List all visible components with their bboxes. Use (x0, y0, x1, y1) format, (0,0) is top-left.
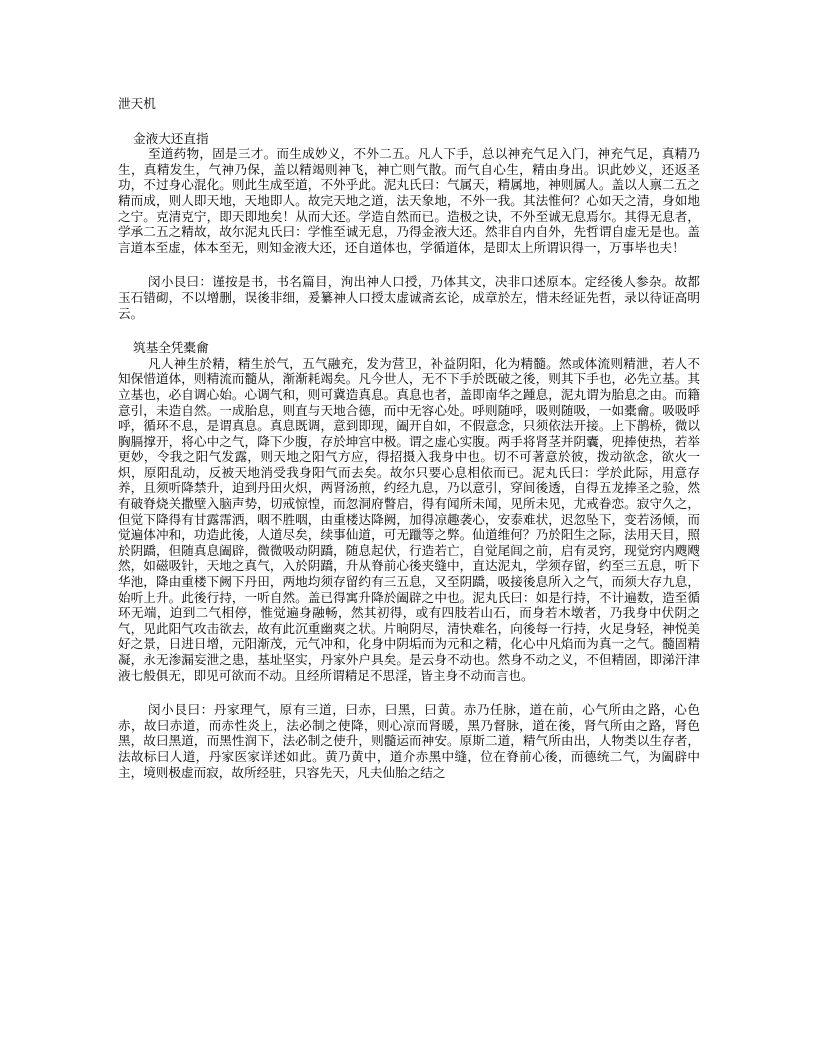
paragraph-jinye-dahuan-body: 至道药物，固是三才。而生成妙义，不外二五。凡人下手，总以神充气足入门，神充气足，真精乃生，真精发生，气神乃保，盖以精竭则神飞，神亡则气散。而气自心生，精由身出。识此妙义，还返圣功，不过身心混化。则此生成至道，不外乎此。泥丸氏曰：气属天，精属地，神则属人。盖以人禀二五之精而成，则人即天地，天地即人。故完天地之道，法天象地，不外一我。其法惟何？心如天之清，身如地之宁。克清克宁，即天即地矣！从而大还。学造自然而已。造极之诀，不外至诚无息焉尔。其得无息者，学承二五之精故，故尔泥丸氏曰：学惟至诚无息，乃得金液大还。然非自内自外，先哲谓自虚无是也。盖言道本至虚，体本至无，则知金液大还，还自道体也，学循道体，是即太上所谓识得一，万事毕也夫！ (118, 146, 700, 255)
document-content (118, 96, 700, 780)
document-title: 泄天机 (118, 96, 156, 111)
paragraph-min-xiaogen-note-2: 闵小艮曰：丹家理气，原有三道，曰赤，曰黑，曰黄。赤乃任脉，道在前，心气所由之路，心色赤，故曰赤道，而赤性炎上，法必制之使降，则心凉而肾暖，黑乃督脉，道在後，肾气所由之路，肾色黑，故曰黑道，而黑性润下，法必制之使升，则髓运而神安。原斯二道，精气所由出，人物类以生存者，法故标曰人道，丹家医家详述如此。黄乃黄中，道介赤黑中缝，位在脊前心後，而德统二气，为阖辟中主，境则极虚而寂，故所经驻，只容先天，凡夫仙胎之结之 (118, 702, 700, 780)
section-heading-jinye-dahuan-zhizhi: 金液大还直指 (133, 130, 209, 146)
paragraph-zhuji-body: 凡人神生於精，精生於气，五气融充，发为营卫，补益阴阳，化为精髓。然或体流则精泄，若人不知保惜道体，则精流而髓从，渐渐耗竭矣。凡今世人，无不下手於既破之後，则其下手也，必先立基。其立基也，必自调心始。心调气和，则可冀造真息。真息也者，盖即南华之踵息，泥丸谓为胎息之由。而籍意引，未造自然。一成胎息，则直与天地合德，而中无容心处。呼则随呼，吸则随吸，一如橐龠。吸吸呼呼，循环不息，是谓真息。真息既调，意到即现，阖开自如，不假意念，只须依法开接。上下鹊桥，微以胸膈撑开，将心中之气，降下少腹，存於坤宫中极。谓之虚心实腹。两手将肾茎并阴囊，兜捧使热，若举更妙，令我之阳气发露，则天地之阳气方应，得招摄入我身中也。切不可著意於彼，拨动欲念，欲火一炽，原阳乱动，反被天地消受我身阳气而去矣。故尔只要心息相依而已。泥丸氏曰：学於此际，用意存养，且须听降禁升，迫到丹田火炽，两肾汤煎，约经九息，乃以意引，穿间後透，自得五龙捧圣之验，然有破脊烧关撒壁入脑声势，切戒惊惶，而忽洞府瞥启，得有闻所未闻，见所未见，尤戒眷恋。寂守久之，但觉下降得有甘露霈洒，咽不胜咽，由重楼达降阙，加得凉趣袭心，安泰难状，迟忽坠下，变若汤倾，而觉遍体冲和，功造此後，人道尽矣，续事仙道，可无躐等之弊。仙道维何？乃於阳生之际，法用天目，照於阴蹻，但随真息阖辟，微微吸动阴蹻，随息起伏，行造若亡，自觉尾闾之前，启有灵窍，现觉窍内飕飕然，如磁吸针，天地之真气，入於阴蹻，升从脊前心後夹缝中，直达泥丸，学须存留，约至三五息，听下华池，降由重楼下阙下丹田，两地均须存留约有三五息，又至阴蹻，吸接後息所入之气，而须大存九息，始听上升。此後行持，一听自然。盖已得寓升降於阖辟之中也。泥丸氏曰：如是行持，不计遍数，造至循环无端，迫到二气相停，惟觉遍身融畅，然其初得，或有四肢若山石，而身若木墩者，乃我身中伏阴之气，见此阳气攻击欲去，故有此沉重幽爽之状。片晌阴尽，清快难名，向後每一行持，火足身轻，神悦美好之景，日进日增，元阳渐茂，元气冲和，化身中阴垢而为元和之精，化心中凡焰而为真一之气。髓固精凝，永无渗漏妄泄之患，基址坚实，丹家外户具矣。是云身不动也。然身不动之义，不但精固，即涕汗津液七般俱无，即见可欲而不动。且经所谓精足不思淫，皆主身不动而言也。 (118, 355, 700, 683)
section-heading-zhuji-quanping-tuoyue: 筑基全凭橐龠 (133, 340, 209, 356)
paragraph-min-xiaogen-note-1: 闵小艮曰：谨按是书，书名篇目，洵出神人口授，乃体其文，决非口述原本。定经後人参杂。故都玉石错砌，不以增删，误後非细，爰纂神人口授太虚诚斋玄论，成章於左，惜未经证先哲，录以待证高明云。 (118, 274, 700, 321)
